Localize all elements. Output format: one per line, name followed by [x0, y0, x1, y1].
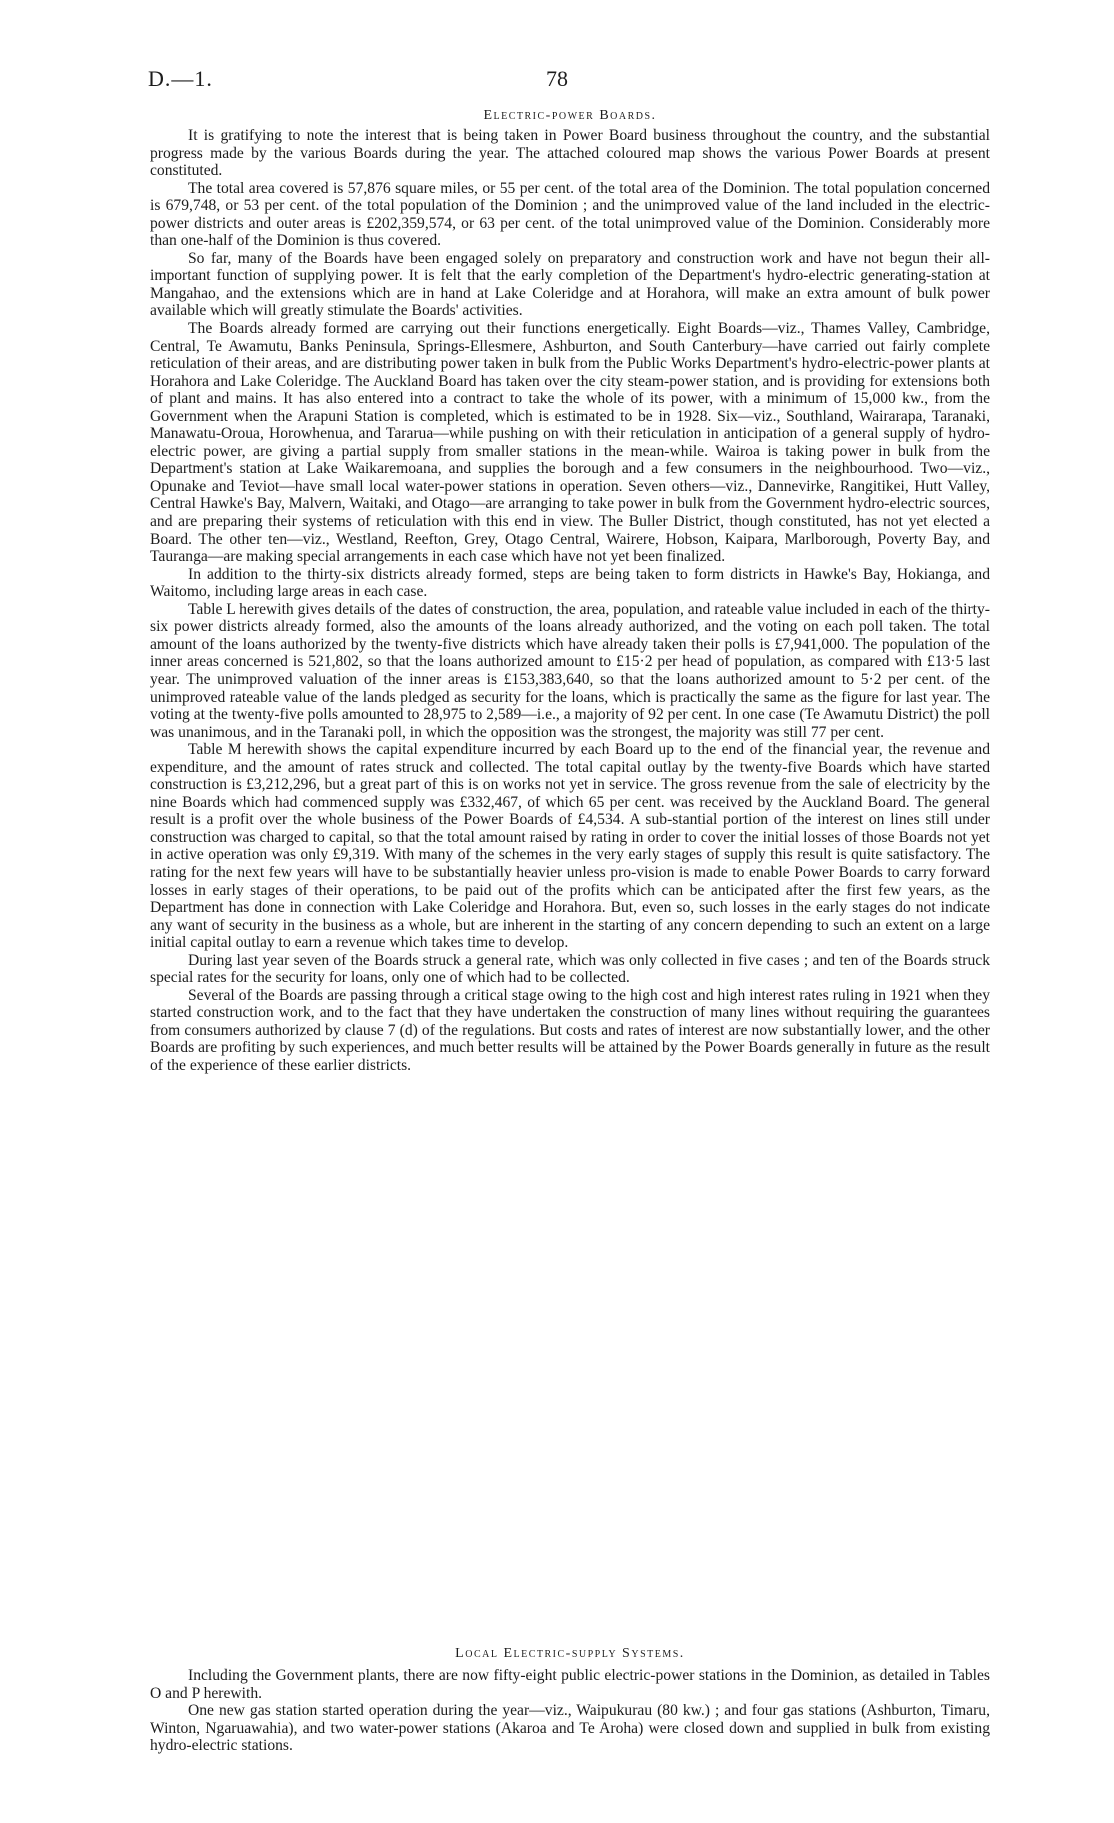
document-reference: D.—1.: [148, 66, 213, 91]
page-number: 78: [546, 66, 568, 91]
section-heading-local-electric-supply: Local Electric-supply Systems.: [455, 1646, 685, 1661]
paragraph: Several of the Boards are passing through a critical stage owing to the high cost and high interest rates ruling in 1921 when they started construction work, and to the fact that they have undertaken the construction of many lines without requiring the guarantees from consumers authorized by clause 7 (d) of the regulations. But costs and rates of interest are now substantially lower, and the other Boards are profiting by such experiences, and much better results will be attained by the Power Boards generally in future as the result of the experience of these earlier districts.: [150, 986, 990, 1074]
section-heading-electric-power-boards: Electric-power Boards.: [483, 108, 657, 123]
paragraph: Including the Government plants, there are now fifty-eight public electric-power stations in the Dominion, as detailed in Tables O and P herewith.: [150, 1667, 990, 1702]
section-local-electric-supply: [150, 1667, 990, 1755]
paragraph: The total area covered is 57,876 square miles, or 55 per cent. of the total area of the Dominion. The total population concerned is 679,748, or 53 per cent. of the total population of the Dominion ; and the unimproved value of the land included in the electric-power districts and outer areas is £202,359,574, or 63 per cent. of the total unimproved value of the Dominion. Considerably more than one-half of the Dominion is thus covered.: [150, 179, 990, 250]
paragraph: One new gas station started operation during the year—viz., Waipukurau (80 kw.) ; and four gas stations (Ashburton, Timaru, Winton, Ngaruawahia), and two water-power stations (Akaroa and Te Aroha) were closed down and supplied in bulk from existing hydro-electric stations.: [150, 1702, 990, 1755]
section-electric-power-boards: [150, 127, 990, 1075]
paragraph: The Boards already formed are carrying out their functions energetically. Eight Boards—viz., Thames Valley, Cambridge, Central, Te Awamutu, Banks Peninsula, Springs-Ellesmere, Ashburton, and South Canterbury—have carried out fairly complete reticulation of their areas, and are distributing power taken in bulk from the Public Works Department's hydro-electric-power plants at Horahora and Lake Coleridge. The Auckland Board has taken over the city steam-power station, and is providing for extensions both of plant and mains. It has also entered into a contract to take the whole of its power, with a minimum of 15,000 kw., from the Government when the Arapuni Station is completed, which is estimated to be in 1928. Six—viz., Southland, Wairarapa, Taranaki, Manawatu-Oroua, Horowhenua, and Tararua—while pushing on with their reticulation in anticipation of a general supply of hydro-electric power, are giving a partial supply from smaller stations in the mean-while. Wairoa is taking power in bulk from the Department's station at Lake Waikaremoana, and supplies the borough and a few consumers in the neighbourhood. Two—viz., Opunake and Teviot—have small local water-power stations in operation. Seven others—viz., Dannevirke, Rangitikei, Hutt Valley, Central Hawke's Bay, Malvern, Waitaki, and Otago—are arranging to take power in bulk from the Government hydro-electric sources, and are preparing their systems of reticulation with this end in view. The Buller District, though constituted, has not yet elected a Board. The other ten—viz., Westland, Reefton, Grey, Otago Central, Wairere, Hobson, Kaipara, Marlborough, Poverty Bay, and Tauranga—are making special arrangements in each case which have not yet been finalized.: [150, 320, 990, 566]
paragraph: It is gratifying to note the interest that is being taken in Power Board business throughout the country, and the substantial progress made by the various Boards during the year. The attached coloured map shows the various Power Boards at present constituted.: [150, 127, 990, 180]
paragraph: Table L herewith gives details of the dates of construction, the area, population, and rateable value included in each of the thirty-six power districts already formed, also the amounts of the loans already authorized, and the voting on each poll taken. The total amount of the loans authorized by the twenty-five districts which have already taken their polls is £7,941,000. The population of the inner areas concerned is 521,802, so that the loans authorized amount to £15·2 per head of population, as compared with £13·5 last year. The unimproved valuation of the inner areas is £153,383,640, so that the loans authorized amount to 5·2 per cent. of the unimproved rateable value of the lands pledged as security for the loans, which is practically the same as the figure for last year. The voting at the twenty-five polls amounted to 28,975 to 2,589—i.e., a majority of 92 per cent. In one case (Te Awamutu District) the poll was unanimous, and in the Taranaki poll, in which the opposition was the strongest, the majority was still 77 per cent.: [150, 600, 990, 741]
paragraph: In addition to the thirty-six districts already formed, steps are being taken to form districts in Hawke's Bay, Hokianga, and Waitomo, including large areas in each case.: [150, 565, 990, 601]
paragraph: So far, many of the Boards have been engaged solely on preparatory and construction work and have not begun their all-important function of supplying power. It is felt that the early completion of the Department's hydro-electric generating-station at Mangahao, and the extensions which are in hand at Lake Coleridge and at Horahora, will make an extra amount of bulk power available which will greatly stimulate the Boards' activities.: [150, 249, 990, 320]
paragraph: During last year seven of the Boards struck a general rate, which was only collected in five cases ; and ten of the Boards struck special rates for the security for loans, only one of which had to be collected.: [150, 951, 990, 987]
paragraph: Table M herewith shows the capital expenditure incurred by each Board up to the end of the financial year, the revenue and expenditure, and the amount of rates struck and collected. The total capital outlay by the twenty-five Boards which have started construction is £3,212,296, but a great part of this is on works not yet in service. The gross revenue from the sale of electricity by the nine Boards which had commenced supply was £332,467, of which 65 per cent. was received by the Auckland Board. The general result is a profit over the whole business of the Power Boards of £4,534. A sub-stantial portion of the interest on lines still under construction was charged to capital, so that the total amount raised by rating in order to cover the initial losses of those Boards not yet in active operation was only £9,319. With many of the schemes in the very early stages of supply this result is quite satisfactory. The rating for the next few years will have to be substantially heavier unless pro-vision is made to enable Power Boards to carry forward losses in early stages of their operations, to be paid out of the profits which can be anticipated after the first few years, as the Department has done in connection with Lake Coleridge and Horahora. But, even so, such losses in the early stages do not indicate any want of security in the business as a whole, but are inherent in the starting of any concern depending to such an extent on a large initial capital outlay to earn a revenue which takes time to develop.: [150, 741, 990, 952]
